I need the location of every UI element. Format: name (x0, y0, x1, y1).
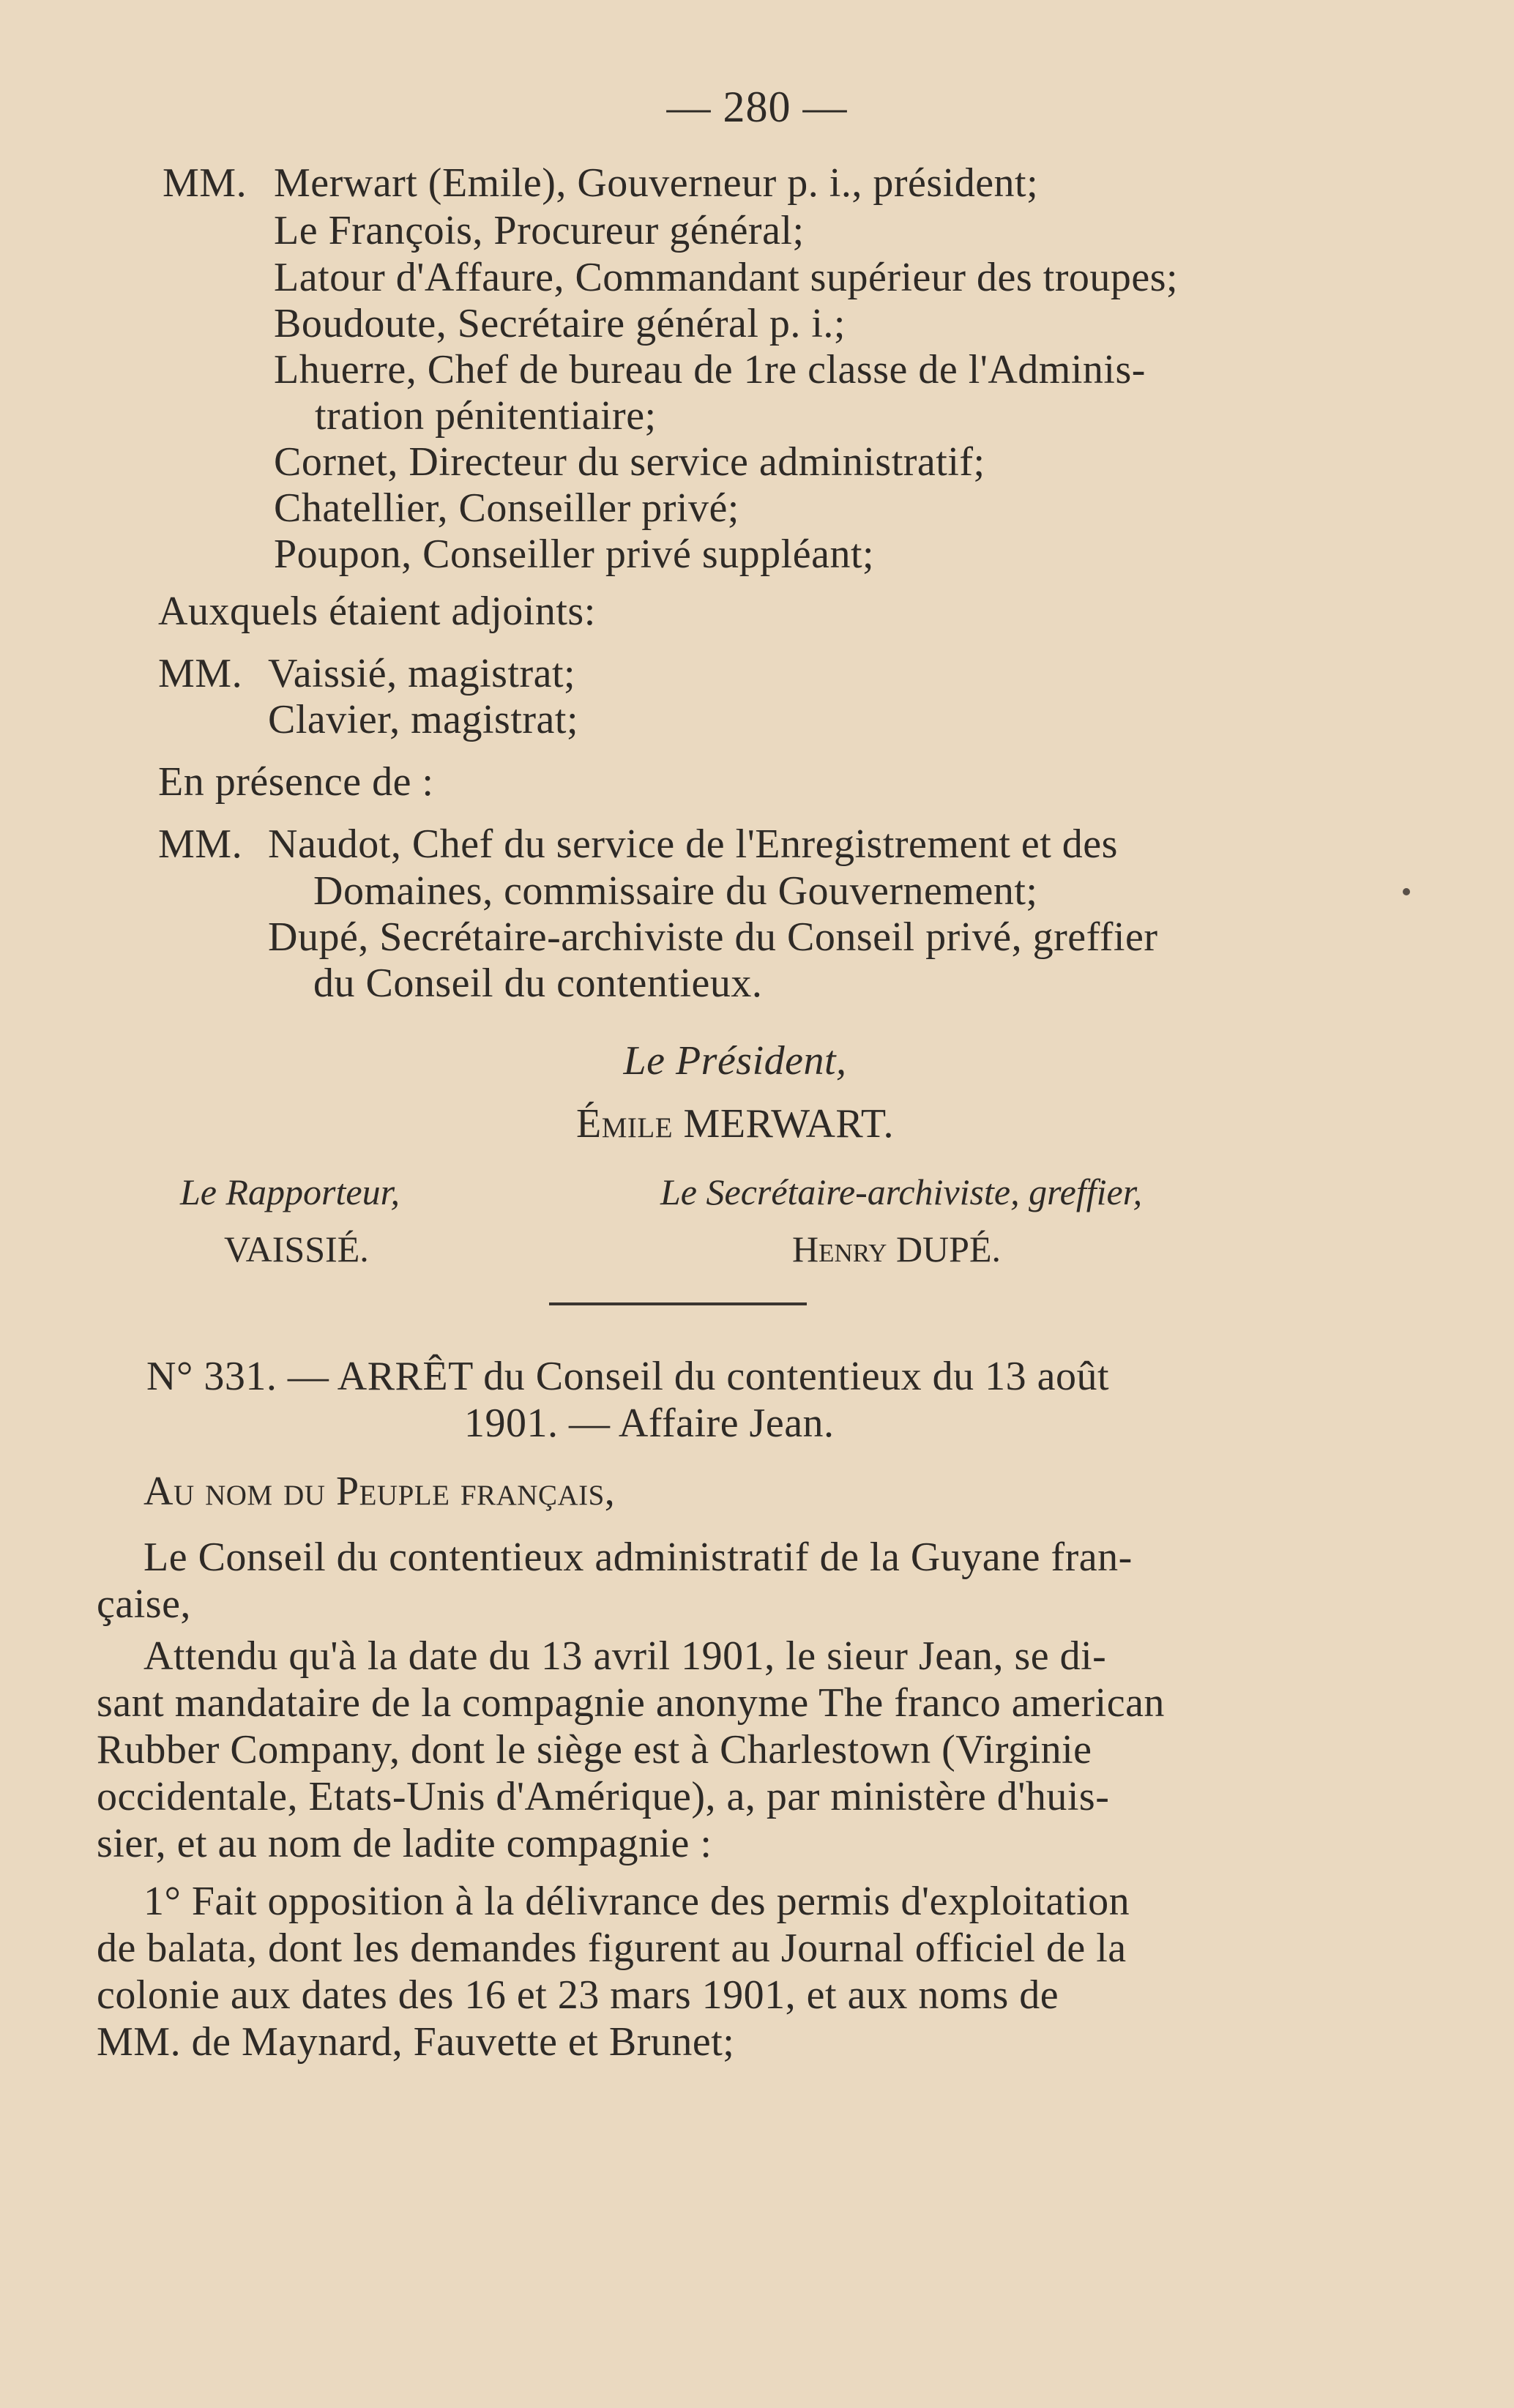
president-name: Émile MERWART. (576, 1101, 894, 1147)
arret-salutation: Au nom du Peuple français, (143, 1469, 616, 1514)
adjoints-heading: Auxquels étaient adjoints: (158, 589, 596, 634)
member-line: Lhuerre, Chef de bureau de 1re classe de l'Adminis- (274, 347, 1146, 392)
adjoints-prefix: MM. (158, 651, 243, 696)
arret-heading: N° 331. — ARRÊT du Conseil du contentieux du 13 août (146, 1354, 1110, 1399)
member-line: Poupon, Conseiller privé suppléant; (274, 532, 875, 577)
member-line: Latour d'Affaure, Commandant supérieur des troupes; (274, 255, 1179, 300)
print-speck (1403, 888, 1410, 895)
secretaire-name: Henry DUPÉ. (792, 1229, 1002, 1270)
page-number: — 280 — (666, 83, 848, 131)
presence-line: du Conseil du contentieux. (313, 961, 763, 1006)
body-line: 1° Fait opposition à la délivrance des permis d'exploitation (143, 1879, 1130, 1924)
arret-heading-continued: 1901. — Affaire Jean. (464, 1401, 835, 1446)
member-line: Boudoute, Secrétaire général p. i.; (274, 301, 846, 346)
rapporteur-title: Le Rapporteur, (180, 1171, 400, 1212)
adjoint-line: Vaissié, magistrat; (268, 651, 576, 696)
member-line: Cornet, Directeur du service administratif; (274, 439, 985, 485)
member-line: tration pénitentiaire; (315, 393, 657, 439)
presence-line: Dupé, Secrétaire-archiviste du Conseil privé, greffier (268, 914, 1158, 960)
member-line: Chatellier, Conseiller privé; (274, 485, 739, 531)
members-prefix: MM. (163, 160, 247, 206)
body-line: Rubber Company, dont le siège est à Charlestown (Virginie (97, 1727, 1092, 1773)
secretaire-title: Le Secrétaire-archiviste, greffier, (660, 1171, 1143, 1212)
body-line: sier, et au nom de ladite compagnie : (97, 1821, 712, 1866)
adjoint-line: Clavier, magistrat; (268, 697, 579, 742)
body-line: Attendu qu'à la date du 13 avril 1901, le sieur Jean, se di- (143, 1633, 1107, 1679)
presence-heading: En présence de : (158, 759, 434, 805)
body-line: Le Conseil du contentieux administratif de la Guyane fran- (143, 1535, 1133, 1580)
president-title: Le Président, (623, 1038, 847, 1084)
body-line: sant mandataire de la compagnie anonyme The franco american (97, 1680, 1165, 1726)
body-line: de balata, dont les demandes figurent au Journal officiel de la (97, 1926, 1127, 1971)
member-line: Merwart (Emile), Gouverneur p. i., président; (274, 160, 1039, 206)
section-divider (549, 1302, 807, 1305)
body-line: çaise, (97, 1581, 191, 1627)
rapporteur-name: VAISSIÉ. (224, 1229, 369, 1270)
body-line: occidentale, Etats-Unis d'Amérique), a, par ministère d'huis- (97, 1774, 1110, 1819)
presence-line: Naudot, Chef du service de l'Enregistrement et des (268, 821, 1118, 867)
member-line: Le François, Procureur général; (274, 208, 805, 253)
body-line: colonie aux dates des 16 et 23 mars 1901, et aux noms de (97, 1972, 1059, 2018)
presence-line: Domaines, commissaire du Gouvernement; (313, 868, 1038, 914)
body-line: MM. de Maynard, Fauvette et Brunet; (97, 2019, 735, 2065)
presence-prefix: MM. (158, 821, 243, 867)
